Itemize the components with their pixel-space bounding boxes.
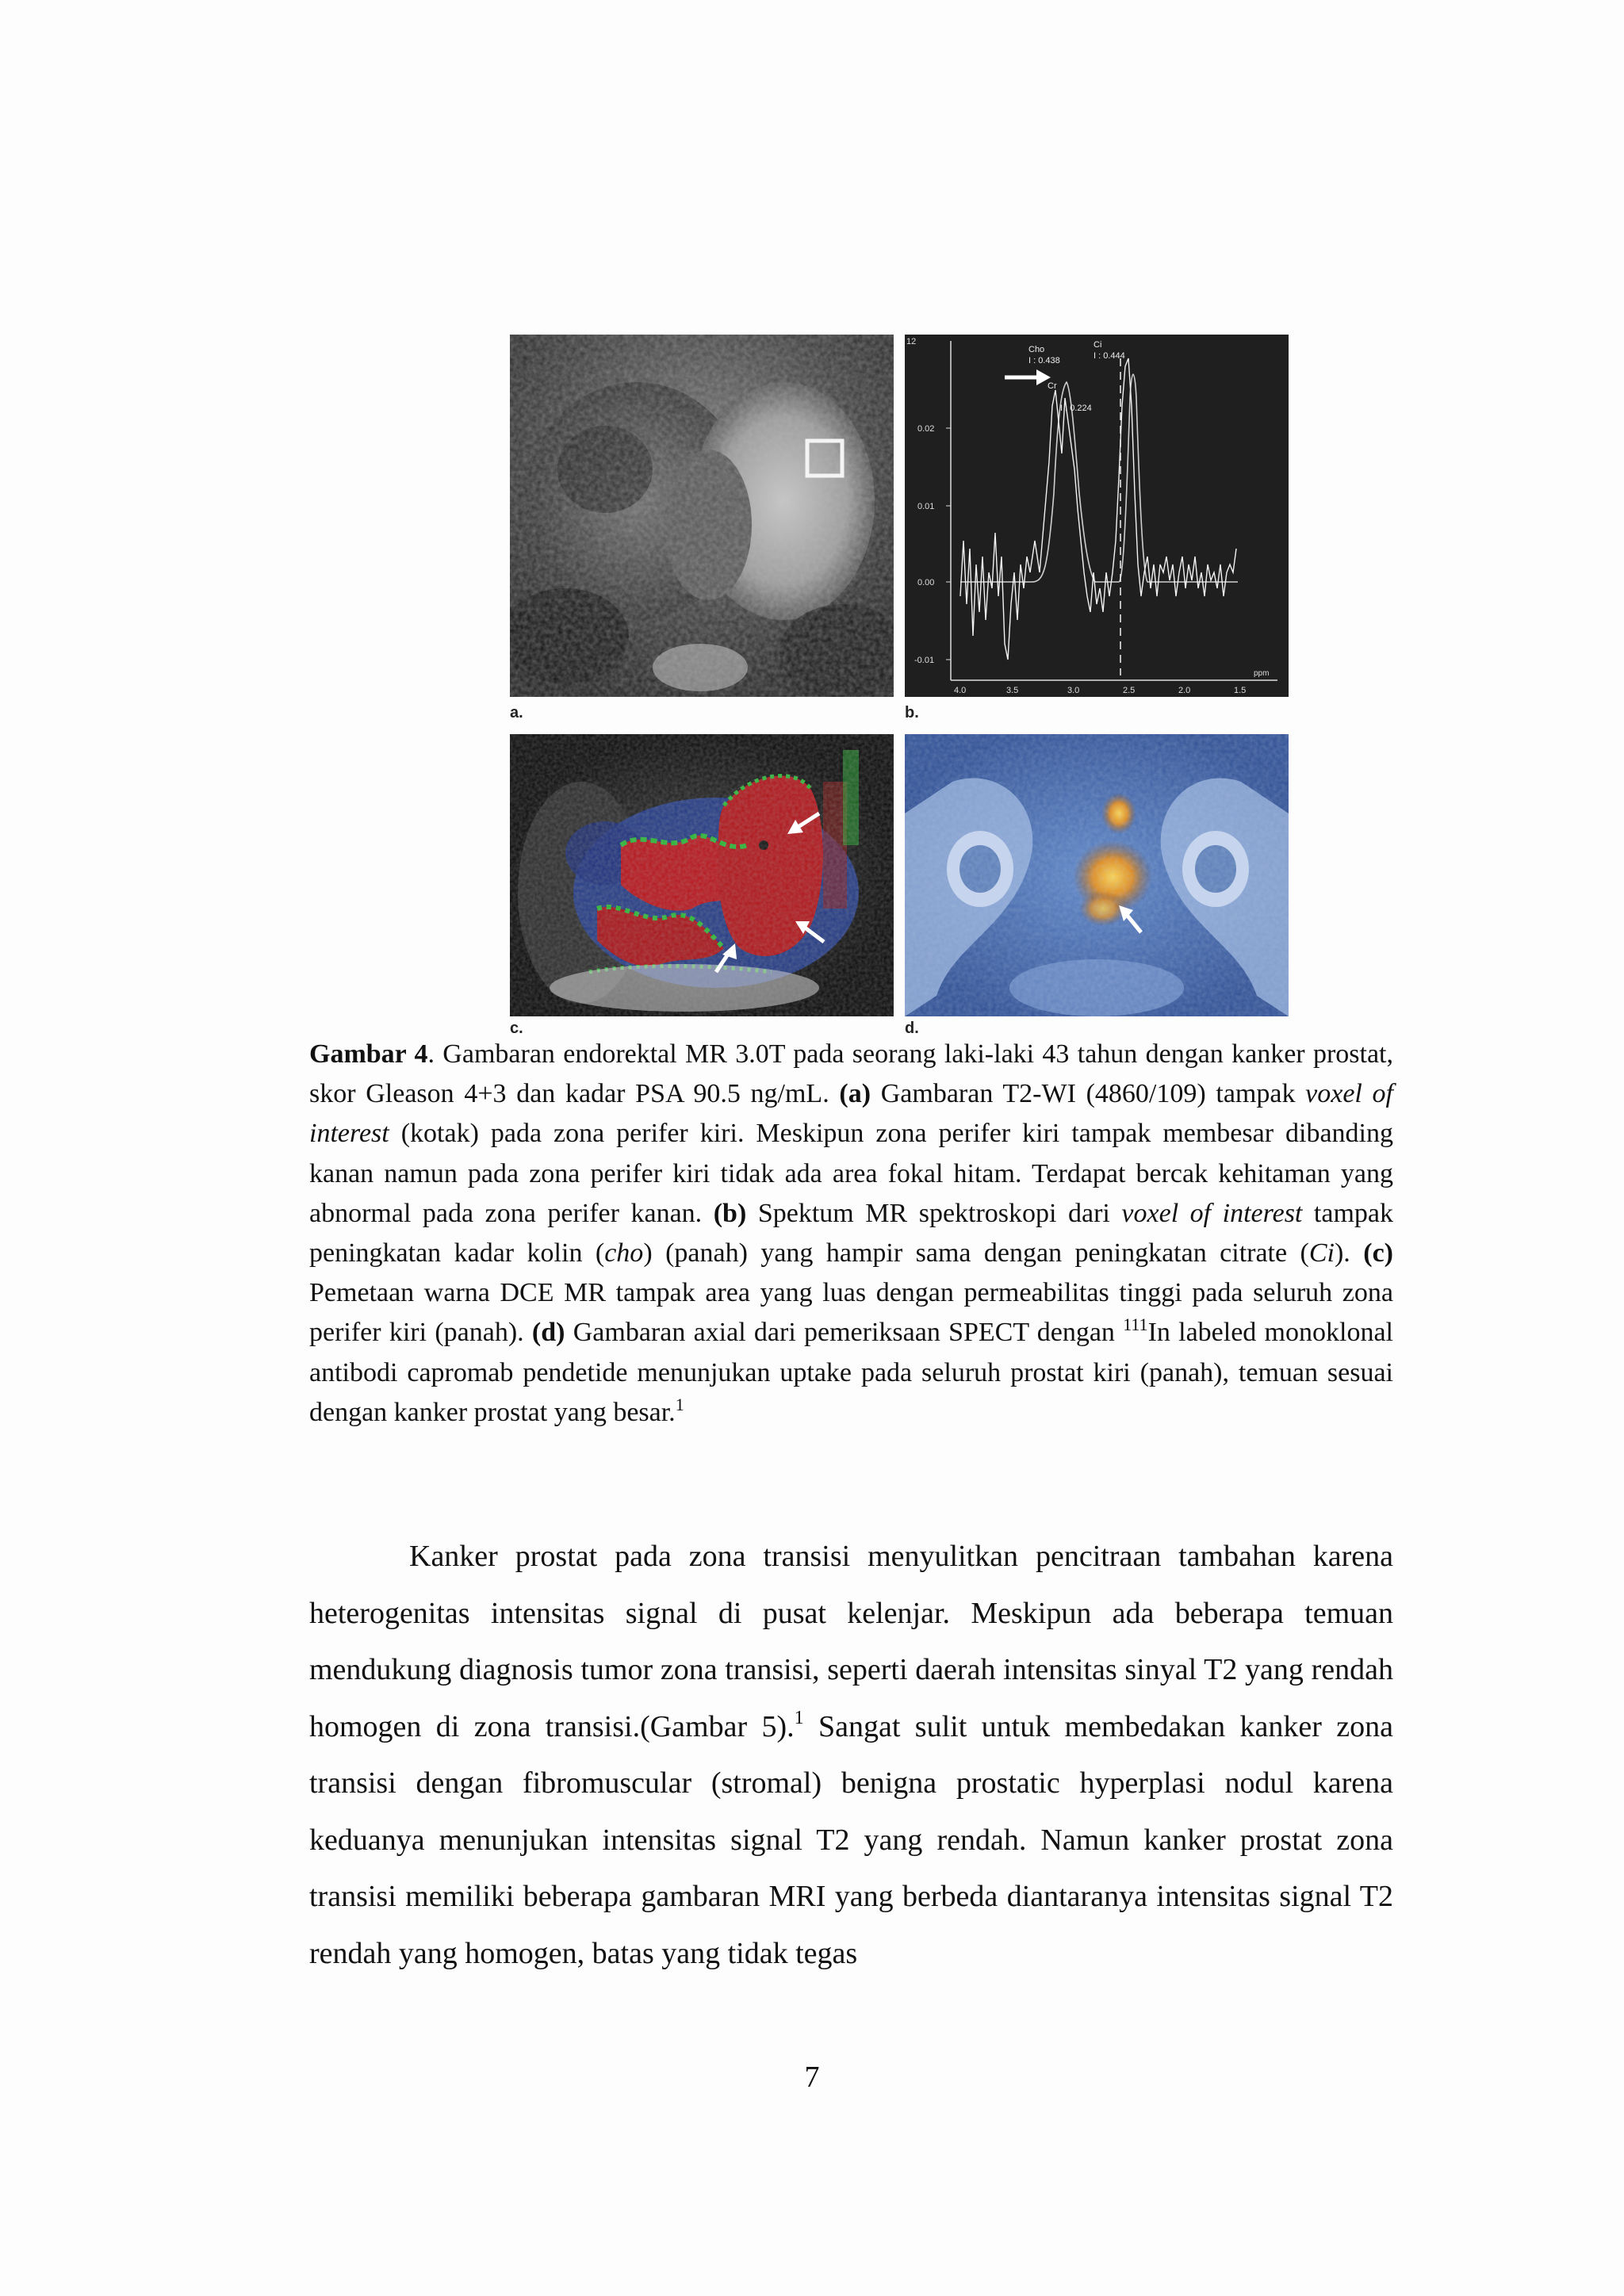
y-tick-label: 0.02	[917, 424, 935, 434]
ci-peak-value: I : 0.444	[1094, 351, 1125, 361]
caption-tag-b: (b)	[713, 1198, 747, 1228]
caption-text: Gambaran axial dari pemeriksaan SPECT dengan	[565, 1318, 1124, 1348]
x-tick-label: 3.5	[1006, 686, 1019, 695]
caption-italic: voxel of interest	[309, 1079, 1393, 1149]
ci-peak-label: Ci	[1094, 340, 1102, 350]
panel-d-spect-axial-image	[905, 734, 1289, 1016]
figure-caption	[309, 1035, 1393, 1433]
caption-text: Spektum MR spektroskopi dari	[746, 1198, 1122, 1228]
caption-italic: voxel of interest	[1121, 1198, 1303, 1228]
figure-4	[510, 335, 1289, 1037]
reference-superscript: 1	[675, 1394, 684, 1414]
x-tick-label: 2.0	[1178, 686, 1191, 695]
x-axis-unit: ppm	[1254, 669, 1270, 678]
page-number: 7	[804, 2061, 820, 2094]
caption-tag-c: (c)	[1363, 1238, 1393, 1269]
reference-superscript: 1	[794, 1707, 804, 1728]
panel-b-mr-spectrum-plot	[905, 335, 1289, 697]
caption-label: Gambar 4	[309, 1039, 428, 1069]
caption-text: Gambaran T2-WI (4860/109) tampak	[871, 1079, 1306, 1109]
isotope-superscript: 111	[1123, 1314, 1148, 1335]
caption-intro: . Gambaran endorektal MR 3.0T pada seorang laki-laki 43 tahun dengan kanker prostat, skor Gleason 4+3 dan kadar PSA 90.5 ng/mL.	[309, 1039, 1393, 1109]
paragraph-text: Kanker prostat pada zona transisi menyulitkan pencitraan tambahan karena heterogenitas intensitas signal di pusat kelenjar. Meskipun ada beberapa temuan mendukung diagnosis tumor zona transisi, seperti daerah intensitas sinyal T2 yang rendah homogen di zona transisi.(Gambar 5).	[309, 1540, 1393, 1743]
y-tick-label: 0.00	[917, 578, 935, 587]
cr-peak-value: I : 0.224	[1060, 404, 1092, 413]
caption-text: tampak peningkatan kadar kolin (	[309, 1198, 1394, 1269]
x-tick-label: 1.5	[1234, 686, 1247, 695]
caption-italic: Ci	[1308, 1238, 1335, 1269]
cho-peak-value: I : 0.438	[1028, 356, 1060, 365]
caption-text: ) (panah) yang hampir sama dengan peningkatan citrate (	[643, 1238, 1309, 1269]
caption-text: ).	[1334, 1238, 1364, 1269]
panel-a-label: a.	[510, 704, 523, 721]
panel-c-dce-color-map-image	[510, 734, 894, 1016]
y-tick-label: 0.01	[917, 502, 935, 511]
panel-a-t2-mri-image	[510, 335, 894, 697]
panel-d-label: d.	[905, 1020, 919, 1037]
caption-tag-d: (d)	[531, 1318, 565, 1348]
caption-text: (kotak) pada zona perifer kiri. Meskipun zona perifer kiri tampak membesar dibanding kanan namun pada zona perifer kiri tidak ada area fokal hitam. Terdapat bercak kehitaman yang abnormal pada zona perifer kanan.	[309, 1119, 1393, 1228]
panel-c-label: c.	[510, 1020, 523, 1037]
caption-text: In labeled monoklonal antibodi capromab pendetide menunjukan uptake pada seluruh prostat kiri (panah), temuan sesuai dengan kanker prostat yang besar.	[309, 1318, 1393, 1427]
caption-text: Pemetaan warna DCE MR tampak area yang luas dengan permeabilitas tinggi pada seluruh zona perifer kiri (panah).	[309, 1278, 1393, 1348]
y-tick-label: -0.01	[914, 656, 935, 665]
cho-peak-label: Cho	[1028, 345, 1045, 354]
body-text	[309, 1529, 1393, 1982]
caption-italic: cho	[604, 1238, 644, 1269]
x-tick-label: 2.5	[1123, 686, 1136, 695]
y-tick-label: 12	[906, 337, 917, 346]
body-paragraph	[309, 1529, 1393, 1982]
panel-b-label: b.	[905, 704, 919, 721]
caption-tag-a: (a)	[839, 1079, 871, 1109]
cr-peak-label: Cr	[1048, 381, 1057, 391]
cho-arrow-icon	[1005, 369, 1051, 385]
x-tick-label: 3.0	[1067, 686, 1080, 695]
x-tick-label: 4.0	[954, 686, 967, 695]
paragraph-text: Sangat sulit untuk membedakan kanker zona transisi dengan fibromuscular (stromal) benigna prostatic hyperplasi nodul karena keduanya menunjukan intensitas signal T2 yang rendah. Namun kanker prostat zona transisi memiliki beberapa gambaran MRI yang berbeda diantaranya intensitas signal T2 rendah yang homogen, batas yang tidak tegas	[309, 1709, 1393, 1970]
